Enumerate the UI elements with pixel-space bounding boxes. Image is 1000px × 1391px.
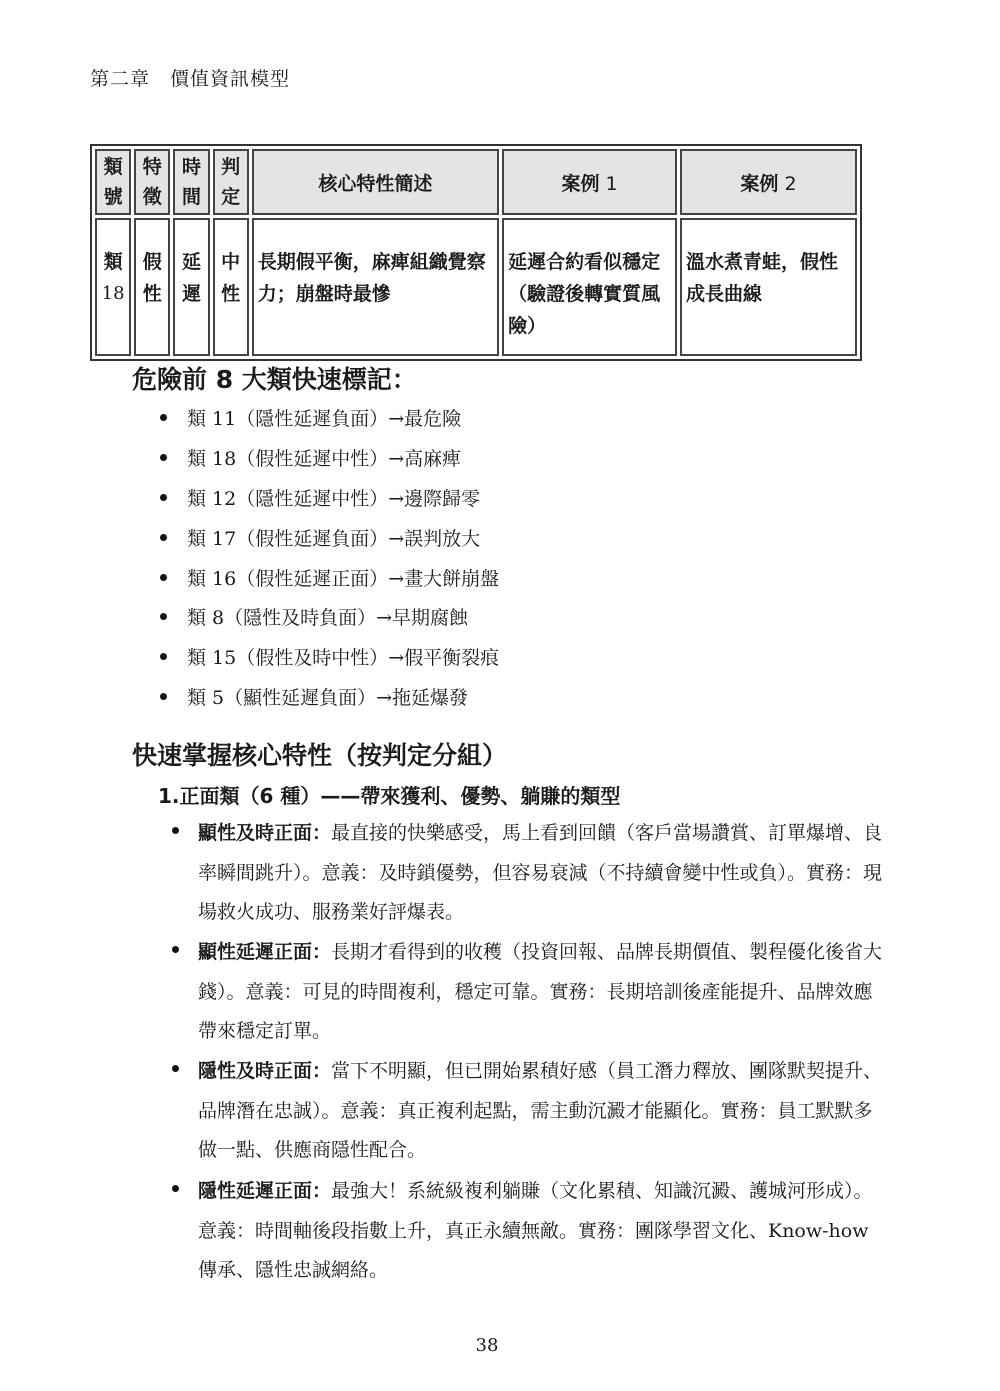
header-judgement: 判 定 xyxy=(213,149,249,215)
list-item xyxy=(168,1052,888,1171)
list-item: 類 16（假性延遲正面）→畫大餅崩盤 xyxy=(160,557,499,597)
header-class-number: 類 號 xyxy=(95,149,131,215)
cell-class-number: 類 18 xyxy=(95,218,131,356)
bullet-icon xyxy=(160,574,167,581)
table-row xyxy=(95,218,857,356)
bullet-icon xyxy=(160,653,167,660)
bullet-icon xyxy=(160,494,167,501)
cell-case-2: 溫水煮青蛙，假性成長曲線 xyxy=(680,218,857,356)
bullet-icon xyxy=(160,414,167,421)
item-text: 最強大！系統級複利躺賺（文化累積、知識沉澱、護城河形成）。意義：時間軸後段指數上升，真正永續無敵。實務：團隊學習文化、Know-how 傳承、隱性忠誠網絡。 xyxy=(198,1180,873,1281)
list-item: 類 12（隱性延遲中性）→邊際歸零 xyxy=(160,478,499,518)
table-header-row xyxy=(95,149,857,215)
cell-summary: 長期假平衡，麻痺組織覺察力；崩盤時最慘 xyxy=(252,218,499,356)
item-text: 當下不明顯，但已開始累積好感（員工潛力釋放、團隊默契提升、品牌潛在忠誠）。意義：真正複利起點，需主動沉澱才能顯化。實務：員工默默多做一點、供應商隱性配合。 xyxy=(198,1060,883,1161)
cell-feature: 假 性 xyxy=(134,218,170,356)
page-number: 38 xyxy=(475,1335,499,1356)
item-text: 長期才看得到的收穫（投資回報、品牌長期價值、製程優化後省大錢）。意義：可見的時間複利，穩定可靠。實務：長期培訓後產能提升、品牌效應帶來穩定訂單。 xyxy=(198,941,883,1042)
bullet-icon xyxy=(172,946,179,953)
list-item: 類 18（假性延遲中性）→高麻痺 xyxy=(160,438,499,478)
header-summary: 核心特性簡述 xyxy=(252,149,499,215)
list-item: 類 5（顯性延遲負面）→拖延爆發 xyxy=(160,677,499,717)
bullet-icon xyxy=(160,534,167,541)
section-title-core-traits: 快速掌握核心特性（按判定分組） xyxy=(132,741,508,770)
section-title-danger: 危險前 8 大類快速標記： xyxy=(132,365,417,394)
subsection-title-positive: 1.正面類（6 種）——帶來獲利、優勢、躺賺的類型 xyxy=(158,784,621,808)
bullet-icon xyxy=(160,454,167,461)
danger-list xyxy=(160,398,499,716)
classification-table xyxy=(90,144,862,361)
item-label: 顯性及時正面： xyxy=(198,822,332,844)
header-time: 時 間 xyxy=(173,149,209,215)
list-item xyxy=(168,933,888,1052)
list-item xyxy=(168,814,888,933)
list-item: 類 11（隱性延遲負面）→最危險 xyxy=(160,398,499,438)
bullet-icon xyxy=(172,1065,179,1072)
chapter-header: 第二章 價值資訊模型 xyxy=(90,68,291,90)
header-case-2: 案例 2 xyxy=(680,149,857,215)
cell-case-1: 延遲合約看似穩定（驗證後轉實質風險） xyxy=(502,218,677,356)
cell-judgement: 中 性 xyxy=(213,218,249,356)
bullet-icon xyxy=(160,693,167,700)
cell-time: 延 遲 xyxy=(173,218,209,356)
list-item: 類 8（隱性及時負面）→早期腐蝕 xyxy=(160,597,499,637)
list-item: 類 15（假性及時中性）→假平衡裂痕 xyxy=(160,637,499,677)
item-label: 隱性及時正面： xyxy=(198,1060,332,1082)
item-label: 顯性延遲正面： xyxy=(198,941,332,963)
header-case-1: 案例 1 xyxy=(502,149,677,215)
bullet-icon xyxy=(172,1185,179,1192)
list-item: 類 17（假性延遲負面）→誤判放大 xyxy=(160,517,499,557)
list-item xyxy=(168,1172,888,1291)
item-text: 最直接的快樂感受，馬上看到回饋（客戶當場讚賞、訂單爆增、良率瞬間跳升）。意義：及時鎖優勢，但容易衰減（不持續會變中性或負）。實務：現場救火成功、服務業好評爆表。 xyxy=(198,822,883,923)
item-label: 隱性延遲正面： xyxy=(198,1180,332,1202)
header-feature: 特 徵 xyxy=(134,149,170,215)
bullet-icon xyxy=(160,613,167,620)
bullet-icon xyxy=(172,827,179,834)
